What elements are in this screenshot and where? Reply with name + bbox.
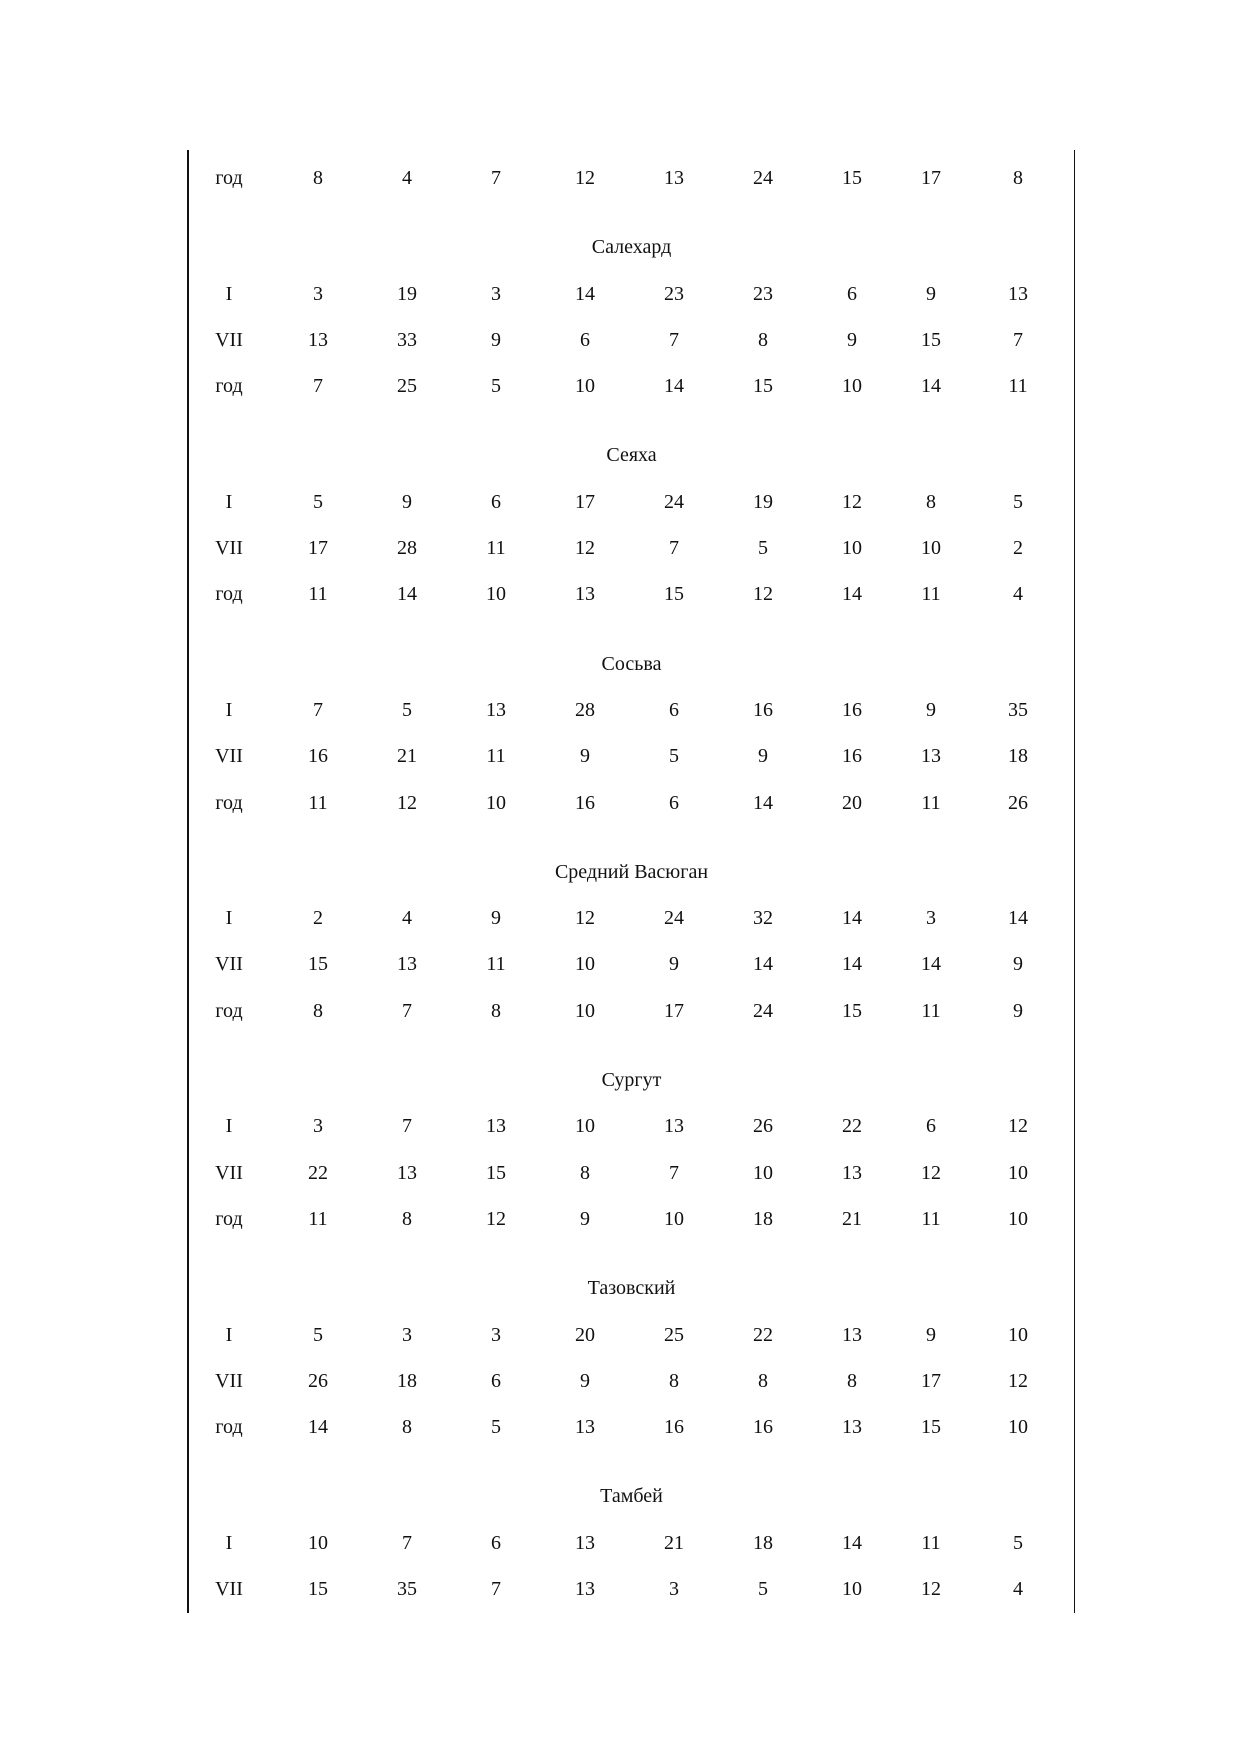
table-cell: 12 bbox=[486, 1207, 506, 1230]
table-cell: 11 bbox=[308, 791, 328, 814]
table-cell: 14 bbox=[1008, 907, 1028, 930]
row-label: год bbox=[215, 167, 243, 189]
table-cell: 7 bbox=[669, 328, 679, 351]
table-cell: 11 bbox=[921, 999, 941, 1022]
row-label: I bbox=[225, 1323, 233, 1346]
table-cell: 18 bbox=[397, 1369, 417, 1392]
table-cell: 13 bbox=[397, 1161, 417, 1184]
station-name: Средний Васюган bbox=[554, 860, 709, 883]
table-cell: 20 bbox=[842, 791, 862, 814]
station-name: Салехард bbox=[591, 236, 672, 259]
table-cell: 7 bbox=[313, 698, 323, 721]
table-cell: 35 bbox=[1008, 698, 1028, 721]
table-cell: 5 bbox=[402, 698, 412, 721]
table-cell: 10 bbox=[842, 1578, 862, 1601]
table-cell: 6 bbox=[847, 282, 857, 305]
table-cell: 17 bbox=[921, 167, 941, 189]
table-cell: 3 bbox=[926, 907, 936, 930]
table-cell: 8 bbox=[402, 1416, 412, 1439]
table-cell: 9 bbox=[926, 282, 936, 305]
table-cell: 7 bbox=[402, 1531, 412, 1554]
table-cell: 15 bbox=[308, 1578, 328, 1601]
row-label: I bbox=[225, 1531, 233, 1554]
table-cell: 6 bbox=[926, 1115, 936, 1138]
table-cell: 17 bbox=[575, 490, 595, 513]
table-cell: 6 bbox=[491, 1531, 501, 1554]
table-cell: 16 bbox=[842, 745, 862, 768]
table-cell: 24 bbox=[753, 999, 773, 1022]
block-spacer bbox=[189, 627, 1074, 650]
table-cell: 7 bbox=[669, 537, 679, 560]
table-row bbox=[189, 164, 1074, 210]
row-label: VII bbox=[215, 953, 243, 976]
table-cell: 9 bbox=[580, 745, 590, 768]
table-cell: 2 bbox=[1013, 537, 1023, 560]
table-cell: 4 bbox=[1013, 583, 1023, 606]
table-cell: 8 bbox=[491, 999, 501, 1022]
table-cell: 13 bbox=[921, 745, 941, 768]
table-cell: 7 bbox=[491, 167, 501, 189]
table-cell: 9 bbox=[491, 328, 501, 351]
table-cell: 9 bbox=[926, 1323, 936, 1346]
row-label: год bbox=[215, 583, 243, 606]
table-cell: 7 bbox=[1013, 328, 1023, 351]
table-row bbox=[189, 1321, 1074, 1367]
table-cell: 13 bbox=[842, 1161, 862, 1184]
table-cell: 8 bbox=[313, 999, 323, 1022]
table-cell: 26 bbox=[1008, 791, 1028, 814]
row-label: I bbox=[225, 907, 233, 930]
block-spacer bbox=[189, 835, 1074, 858]
table-cell: 16 bbox=[842, 698, 862, 721]
table-cell: 2 bbox=[313, 907, 323, 930]
table-cell: 13 bbox=[842, 1416, 862, 1439]
table-cell: 5 bbox=[758, 537, 768, 560]
table-cell: 24 bbox=[664, 907, 684, 930]
table-cell: 14 bbox=[664, 375, 684, 398]
table-row bbox=[189, 580, 1074, 626]
table-cell: 17 bbox=[664, 999, 684, 1022]
table-cell: 16 bbox=[753, 698, 773, 721]
table-row bbox=[189, 742, 1074, 788]
block-spacer bbox=[189, 1251, 1074, 1274]
row-label: VII bbox=[215, 537, 243, 560]
row-label: год bbox=[215, 375, 243, 398]
table-cell: 15 bbox=[664, 583, 684, 606]
row-label: VII bbox=[215, 745, 243, 768]
table-cell: 10 bbox=[1008, 1161, 1028, 1184]
table-cell: 23 bbox=[664, 282, 684, 305]
table-cell: 3 bbox=[669, 1578, 679, 1601]
table-cell: 8 bbox=[847, 1369, 857, 1392]
table-cell: 23 bbox=[753, 282, 773, 305]
row-label: I bbox=[225, 1115, 233, 1138]
block-spacer bbox=[189, 210, 1074, 233]
table-cell: 7 bbox=[669, 1161, 679, 1184]
table-cell: 9 bbox=[847, 328, 857, 351]
table-row bbox=[189, 696, 1074, 742]
table-cell: 25 bbox=[664, 1323, 684, 1346]
table-cell: 14 bbox=[921, 953, 941, 976]
station-heading bbox=[189, 1066, 1074, 1112]
table-cell: 10 bbox=[842, 537, 862, 560]
table-cell: 10 bbox=[842, 375, 862, 398]
table-cell: 13 bbox=[308, 328, 328, 351]
table-cell: 9 bbox=[758, 745, 768, 768]
table-cell: 5 bbox=[669, 745, 679, 768]
table-cell: 3 bbox=[313, 1115, 323, 1138]
table-cell: 10 bbox=[575, 999, 595, 1022]
table-row bbox=[189, 1575, 1074, 1621]
table-cell: 28 bbox=[397, 537, 417, 560]
table-cell: 11 bbox=[308, 583, 328, 606]
table-cell: 6 bbox=[669, 698, 679, 721]
table-cell: 4 bbox=[402, 907, 412, 930]
table-cell: 15 bbox=[842, 999, 862, 1022]
table-cell: 10 bbox=[1008, 1207, 1028, 1230]
table-cell: 25 bbox=[397, 375, 417, 398]
table-cell: 24 bbox=[753, 167, 773, 189]
table-cell: 19 bbox=[753, 490, 773, 513]
table-cell: 10 bbox=[575, 1115, 595, 1138]
table-cell: 10 bbox=[921, 537, 941, 560]
table-cell: 5 bbox=[491, 375, 501, 398]
table-cell: 5 bbox=[758, 1578, 768, 1601]
table-cell: 10 bbox=[575, 953, 595, 976]
table-cell: 10 bbox=[486, 791, 506, 814]
row-label: VII bbox=[215, 1161, 243, 1184]
table-cell: 13 bbox=[1008, 282, 1028, 305]
table-cell: 15 bbox=[921, 328, 941, 351]
table-cell: 12 bbox=[575, 537, 595, 560]
table-right-border bbox=[1074, 150, 1075, 1613]
table-cell: 11 bbox=[486, 537, 506, 560]
table-cell: 10 bbox=[753, 1161, 773, 1184]
table-cell: 14 bbox=[842, 583, 862, 606]
table-cell: 5 bbox=[1013, 1531, 1023, 1554]
table-cell: 6 bbox=[491, 1369, 501, 1392]
table-cell: 12 bbox=[575, 167, 595, 189]
table-cell: 14 bbox=[842, 907, 862, 930]
table-cell: 16 bbox=[308, 745, 328, 768]
table-cell: 11 bbox=[921, 1531, 941, 1554]
table-cell: 9 bbox=[1013, 953, 1023, 976]
table-cell: 8 bbox=[926, 490, 936, 513]
table-cell: 28 bbox=[575, 698, 595, 721]
table-cell: 7 bbox=[402, 1115, 412, 1138]
table-cell: 18 bbox=[753, 1207, 773, 1230]
table-cell: 8 bbox=[669, 1369, 679, 1392]
table-cell: 8 bbox=[758, 1369, 768, 1392]
table-cell: 6 bbox=[491, 490, 501, 513]
table-cell: 33 bbox=[397, 328, 417, 351]
table-cell: 10 bbox=[664, 1207, 684, 1230]
table-cell: 9 bbox=[402, 490, 412, 513]
table-cell: 17 bbox=[921, 1369, 941, 1392]
station-heading bbox=[189, 441, 1074, 487]
station-heading bbox=[189, 1274, 1074, 1320]
table-cell: 26 bbox=[308, 1369, 328, 1392]
table-cell: 6 bbox=[669, 791, 679, 814]
row-label: год bbox=[215, 791, 243, 814]
station-name: Тазовский bbox=[587, 1277, 676, 1300]
table-cell: 13 bbox=[575, 1416, 595, 1439]
table-cell: 14 bbox=[842, 1531, 862, 1554]
table-cell: 22 bbox=[753, 1323, 773, 1346]
table-cell: 15 bbox=[753, 375, 773, 398]
table-cell: 13 bbox=[664, 1115, 684, 1138]
table-cell: 8 bbox=[758, 328, 768, 351]
table-cell: 6 bbox=[580, 328, 590, 351]
table-cell: 8 bbox=[313, 167, 323, 189]
station-name: Тамбей bbox=[600, 1485, 663, 1508]
table-cell: 9 bbox=[1013, 999, 1023, 1022]
table-cell: 12 bbox=[842, 490, 862, 513]
table-cell: 14 bbox=[308, 1416, 328, 1439]
row-label: I bbox=[225, 698, 233, 721]
row-label: VII bbox=[215, 328, 243, 351]
table-cell: 11 bbox=[921, 791, 941, 814]
table-cell: 11 bbox=[486, 953, 506, 976]
table-cell: 4 bbox=[402, 167, 412, 189]
table-row bbox=[189, 1112, 1074, 1158]
table-cell: 11 bbox=[486, 745, 506, 768]
table-cell: 11 bbox=[921, 1207, 941, 1230]
table-cell: 13 bbox=[397, 953, 417, 976]
row-label: I bbox=[225, 282, 233, 305]
table-row bbox=[189, 950, 1074, 996]
table-cell: 12 bbox=[753, 583, 773, 606]
block-spacer bbox=[189, 1043, 1074, 1066]
block-spacer bbox=[189, 418, 1074, 441]
table-row bbox=[189, 280, 1074, 326]
table-cell: 19 bbox=[397, 282, 417, 305]
table-row bbox=[189, 488, 1074, 534]
table-cell: 11 bbox=[921, 583, 941, 606]
row-label: VII bbox=[215, 1369, 243, 1392]
table-cell: 3 bbox=[402, 1323, 412, 1346]
table-cell: 24 bbox=[664, 490, 684, 513]
table-cell: 9 bbox=[669, 953, 679, 976]
table-cell: 14 bbox=[575, 282, 595, 305]
table-cell: 14 bbox=[397, 583, 417, 606]
table-cell: 15 bbox=[842, 167, 862, 189]
table-cell: 12 bbox=[1008, 1115, 1028, 1138]
table-cell: 10 bbox=[486, 583, 506, 606]
table-cell: 15 bbox=[921, 1416, 941, 1439]
table-cell: 10 bbox=[1008, 1416, 1028, 1439]
table-cell: 10 bbox=[575, 375, 595, 398]
table-cell: 26 bbox=[753, 1115, 773, 1138]
table-cell: 7 bbox=[313, 375, 323, 398]
table-cell: 13 bbox=[842, 1323, 862, 1346]
table-cell: 12 bbox=[921, 1578, 941, 1601]
station-name: Сосьва bbox=[601, 652, 662, 675]
table-cell: 11 bbox=[308, 1207, 328, 1230]
table-cell: 10 bbox=[308, 1531, 328, 1554]
table-cell: 13 bbox=[664, 167, 684, 189]
table-cell: 17 bbox=[308, 537, 328, 560]
table-cell: 10 bbox=[1008, 1323, 1028, 1346]
table-cell: 14 bbox=[842, 953, 862, 976]
table-cell: 21 bbox=[397, 745, 417, 768]
table-row bbox=[189, 1413, 1074, 1459]
table-cell: 13 bbox=[486, 1115, 506, 1138]
table-cell: 12 bbox=[921, 1161, 941, 1184]
table-cell: 16 bbox=[753, 1416, 773, 1439]
table-cell: 22 bbox=[308, 1161, 328, 1184]
table-cell: 21 bbox=[664, 1531, 684, 1554]
table-cell: 5 bbox=[313, 490, 323, 513]
table-cell: 8 bbox=[580, 1161, 590, 1184]
row-label: год bbox=[215, 999, 243, 1022]
table-cell: 8 bbox=[1013, 167, 1023, 189]
station-heading bbox=[189, 233, 1074, 279]
table-cell: 9 bbox=[580, 1207, 590, 1230]
table-cell: 16 bbox=[575, 791, 595, 814]
climate-data-table bbox=[189, 164, 1074, 1621]
table-row bbox=[189, 997, 1074, 1043]
table-cell: 14 bbox=[753, 791, 773, 814]
station-heading bbox=[189, 650, 1074, 696]
table-cell: 3 bbox=[313, 282, 323, 305]
table-cell: 12 bbox=[397, 791, 417, 814]
table-cell: 14 bbox=[753, 953, 773, 976]
table-cell: 21 bbox=[842, 1207, 862, 1230]
table-row bbox=[189, 789, 1074, 835]
block-spacer bbox=[189, 1459, 1074, 1482]
table-cell: 20 bbox=[575, 1323, 595, 1346]
table-cell: 15 bbox=[486, 1161, 506, 1184]
row-label: год bbox=[215, 1207, 243, 1230]
station-heading bbox=[189, 858, 1074, 904]
station-name: Сургут bbox=[601, 1069, 662, 1092]
table-cell: 13 bbox=[575, 1578, 595, 1601]
table-row bbox=[189, 372, 1074, 418]
table-cell: 13 bbox=[575, 583, 595, 606]
table-cell: 3 bbox=[491, 1323, 501, 1346]
table-cell: 5 bbox=[313, 1323, 323, 1346]
table-cell: 7 bbox=[402, 999, 412, 1022]
table-cell: 16 bbox=[664, 1416, 684, 1439]
table-cell: 9 bbox=[491, 907, 501, 930]
table-cell: 5 bbox=[491, 1416, 501, 1439]
table-cell: 11 bbox=[1008, 375, 1028, 398]
table-row bbox=[189, 534, 1074, 580]
table-cell: 9 bbox=[580, 1369, 590, 1392]
table-cell: 5 bbox=[1013, 490, 1023, 513]
table-cell: 18 bbox=[753, 1531, 773, 1554]
table-cell: 9 bbox=[926, 698, 936, 721]
table-row bbox=[189, 326, 1074, 372]
table-cell: 3 bbox=[491, 282, 501, 305]
table-cell: 22 bbox=[842, 1115, 862, 1138]
table-row bbox=[189, 1529, 1074, 1575]
table-cell: 14 bbox=[921, 375, 941, 398]
table-cell: 7 bbox=[491, 1578, 501, 1601]
table-cell: 13 bbox=[486, 698, 506, 721]
station-name: Сеяха bbox=[606, 444, 657, 467]
table-row bbox=[189, 1205, 1074, 1251]
table-row bbox=[189, 904, 1074, 950]
row-label: год bbox=[215, 1416, 243, 1439]
table-cell: 15 bbox=[308, 953, 328, 976]
table-row bbox=[189, 1367, 1074, 1413]
table-cell: 35 bbox=[397, 1578, 417, 1601]
table-cell: 12 bbox=[1008, 1369, 1028, 1392]
table-cell: 32 bbox=[753, 907, 773, 930]
row-label: VII bbox=[215, 1578, 243, 1601]
table-cell: 4 bbox=[1013, 1578, 1023, 1601]
row-label: I bbox=[225, 490, 233, 513]
table-cell: 8 bbox=[402, 1207, 412, 1230]
table-cell: 18 bbox=[1008, 745, 1028, 768]
station-heading bbox=[189, 1482, 1074, 1528]
table-cell: 13 bbox=[575, 1531, 595, 1554]
table-row bbox=[189, 1159, 1074, 1205]
table-cell: 12 bbox=[575, 907, 595, 930]
